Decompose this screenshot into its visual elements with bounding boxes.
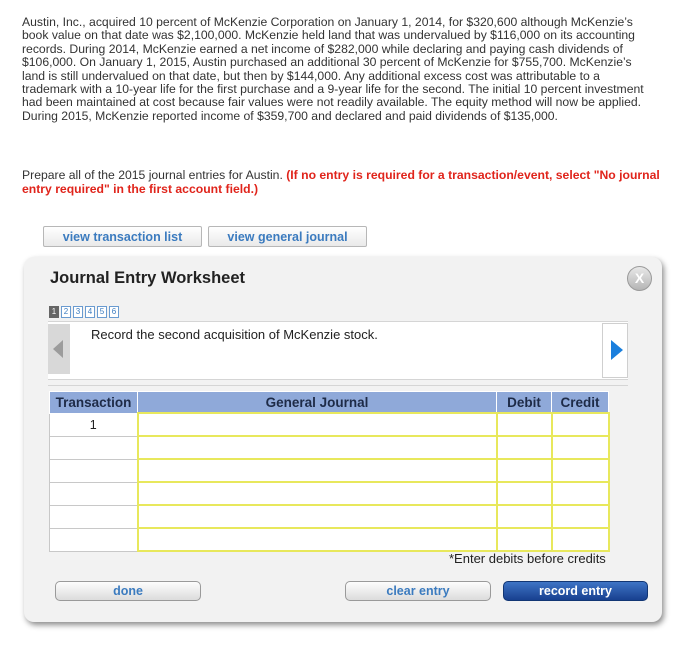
page-selector	[49, 306, 119, 318]
debit-input[interactable]	[497, 436, 552, 459]
debit-input[interactable]	[497, 459, 552, 482]
transaction-cell	[50, 505, 138, 528]
page-6-link[interactable]: 6	[109, 306, 119, 318]
worksheet-title: Journal Entry Worksheet	[50, 269, 245, 287]
problem-text: Austin, Inc., acquired 10 percent of McKenzie Corporation on January 1, 2014, for $320,600 although McKenzie’s book value on that date was $2,100,000. McKenzie held land that was undervalued by $116,000 on its accounting records. During 2014, McKenzie earned a net income of $282,000 while declaring and paying cash dividends of $106,000. On January 1, 2015, Austin purchased an additional 30 percent of McKenzie for $755,700. McKenzie’s land is still undervalued on that date, but then by $144,000. Any additional excess cost was attributable to a trademark with a 10-year life for the first purchase and a 9-year life for the second. The initial 10 percent investment had been maintained at cost because fair values were not readily available. The equity method will now be applied. During 2015, McKenzie reported income of $359,700 and declared and paid dividends of $135,000.	[22, 15, 644, 123]
transaction-cell	[50, 482, 138, 505]
debit-input[interactable]	[497, 482, 552, 505]
record-entry-button[interactable]: record entry	[503, 581, 648, 601]
page-3-link[interactable]: 3	[73, 306, 83, 318]
page-4-link[interactable]: 4	[85, 306, 95, 318]
table-row	[50, 436, 609, 459]
table-row	[50, 528, 609, 551]
page-1-link[interactable]: 1	[49, 306, 59, 318]
debit-input[interactable]	[497, 505, 552, 528]
debits-before-credits-note: *Enter debits before credits	[449, 551, 606, 566]
view-transaction-list-button[interactable]: view transaction list	[43, 226, 202, 247]
account-input[interactable]	[138, 413, 497, 436]
credit-input[interactable]	[552, 436, 609, 459]
table-row	[50, 482, 609, 505]
account-input[interactable]	[138, 505, 497, 528]
view-general-journal-button[interactable]: view general journal	[208, 226, 367, 247]
credit-input[interactable]	[552, 528, 609, 551]
credit-input[interactable]	[552, 505, 609, 528]
table-row	[50, 459, 609, 482]
journal-table	[49, 391, 610, 552]
transaction-cell	[50, 528, 138, 551]
page-5-link[interactable]: 5	[97, 306, 107, 318]
debit-input[interactable]	[497, 528, 552, 551]
column-header-transaction: Transaction	[50, 392, 138, 414]
column-header-general-journal: General Journal	[138, 392, 497, 414]
divider	[48, 385, 628, 386]
instruction-main: Prepare all of the 2015 journal entries for Austin.	[22, 168, 283, 182]
entry-description: Record the second acquisition of McKenzie stock.	[91, 327, 378, 342]
chevron-left-icon[interactable]	[48, 324, 70, 374]
transaction-cell	[50, 436, 138, 459]
chevron-right-icon[interactable]	[602, 323, 628, 378]
transaction-cell	[50, 459, 138, 482]
column-header-debit: Debit	[497, 392, 552, 414]
credit-input[interactable]	[552, 459, 609, 482]
done-button[interactable]: done	[55, 581, 201, 601]
table-header-row	[50, 392, 609, 414]
account-input[interactable]	[138, 459, 497, 482]
column-header-credit: Credit	[552, 392, 609, 414]
debit-input[interactable]	[497, 413, 552, 436]
table-row	[50, 505, 609, 528]
credit-input[interactable]	[552, 482, 609, 505]
account-input[interactable]	[138, 436, 497, 459]
table-row	[50, 413, 609, 436]
credit-input[interactable]	[552, 413, 609, 436]
clear-entry-button[interactable]: clear entry	[345, 581, 491, 601]
instruction-text	[22, 168, 662, 196]
entry-description-panel	[48, 321, 628, 380]
account-input[interactable]	[138, 528, 497, 551]
instruction-warning: (If no entry is required for a transaction/event, select "No journal entry required" in the first account field.)	[22, 168, 660, 196]
account-input[interactable]	[138, 482, 497, 505]
journal-entry-worksheet	[24, 257, 662, 622]
transaction-cell: 1	[50, 413, 138, 436]
page-2-link[interactable]: 2	[61, 306, 71, 318]
close-icon[interactable]: X	[627, 266, 652, 291]
